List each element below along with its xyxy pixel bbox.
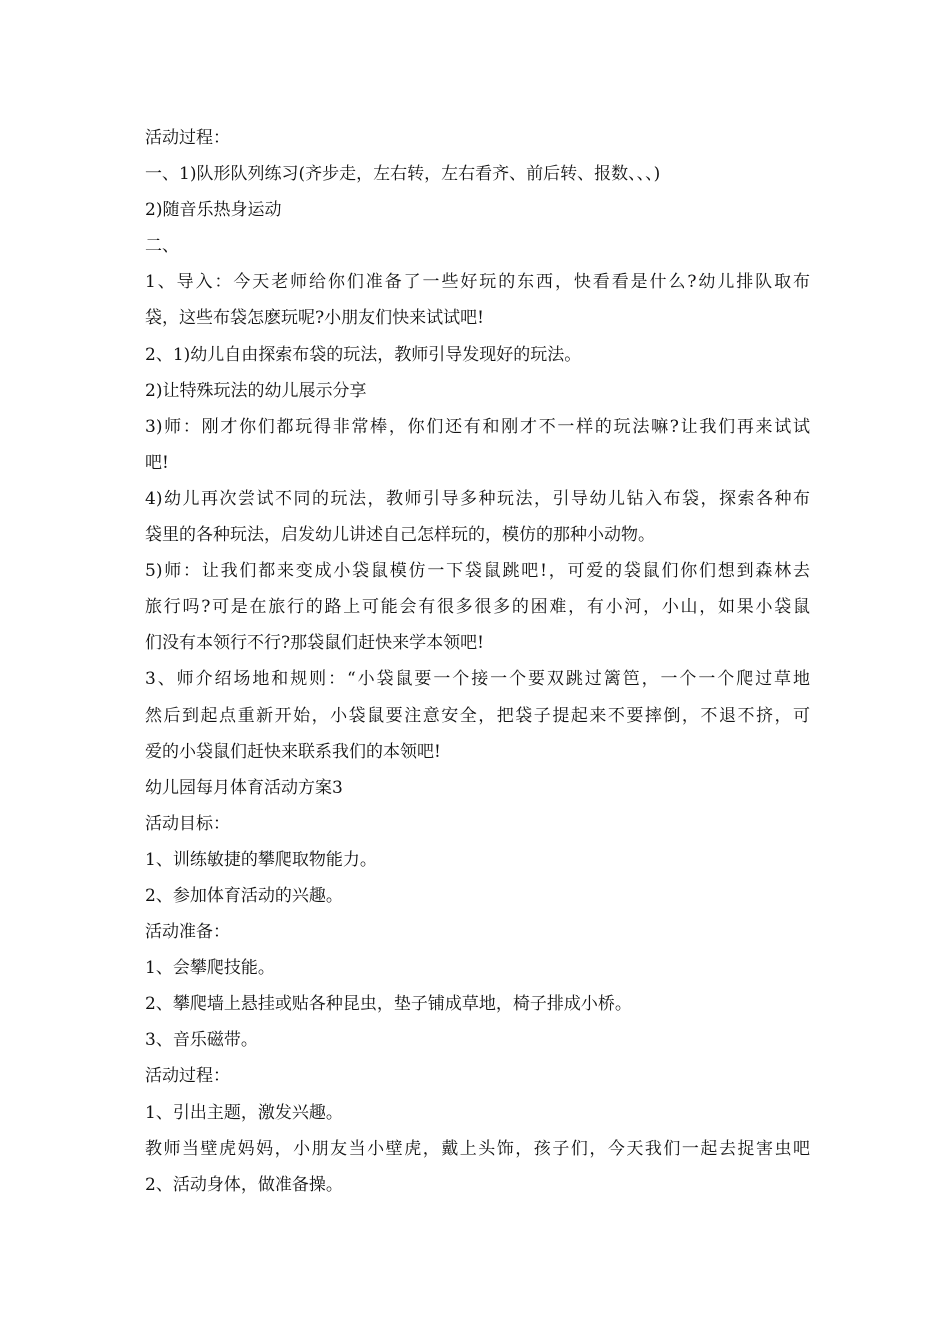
text-line: 活动过程： xyxy=(145,128,230,148)
text-line: 教师当壁虎妈妈，小朋友当小壁虎，戴上头饰，孩子们，今天我们一起去捉害虫吧 xyxy=(145,1138,810,1159)
text-line: 3)师：刚才你们都玩得非常棒，你们还有和刚才不一样的玩法嘛?让我们再来试试 xyxy=(145,416,810,437)
text-line: 然后到起点重新开始，小袋鼠要注意安全，把袋子提起来不要摔倒，不退不挤，可 xyxy=(145,705,810,726)
text-line: 2、参加体育活动的兴趣。 xyxy=(145,885,343,906)
text-line: 3、师介绍场地和规则：“小袋鼠要一个接一个要双跳过篱笆，一个一个爬过草地 xyxy=(145,669,810,690)
text-line: 3、音乐磁带。 xyxy=(145,1030,258,1051)
text-line: 活动准备： xyxy=(145,922,230,943)
text-line: 2)随音乐热身运动 xyxy=(145,200,282,221)
text-line: 4)幼儿再次尝试不同的玩法，教师引导多种玩法，引导幼儿钻入布袋，探索各种布 xyxy=(145,488,810,509)
text-line: 1、引出主题，激发兴趣。 xyxy=(145,1102,343,1123)
text-line: 2、活动身体，做准备操。 xyxy=(145,1174,343,1195)
document-body xyxy=(145,120,810,1203)
text-line: 袋，这些布袋怎麽玩呢?小朋友们快来试试吧! xyxy=(145,308,484,329)
text-line: 旅行吗?可是在旅行的路上可能会有很多很多的困难，有小河，小山，如果小袋鼠 xyxy=(145,597,810,618)
text-line: 5)师：让我们都来变成小袋鼠模仿一下袋鼠跳吧!，可爱的袋鼠们你们想到森林去 xyxy=(145,561,810,582)
text-line: 袋里的各种玩法，启发幼儿讲述自己怎样玩的，模仿的那种小动物。 xyxy=(145,525,655,546)
text-line: 1、导入：今天老师给你们准备了一些好玩的东西，快看看是什么?幼儿排队取布 xyxy=(145,272,810,293)
section-heading: 幼儿园每月体育活动方案3 xyxy=(145,777,343,798)
text-line: 2、攀爬墙上悬挂或贴各种昆虫，垫子铺成草地，椅子排成小桥。 xyxy=(145,994,632,1015)
text-line: 二、 xyxy=(145,236,179,257)
text-line: 吧! xyxy=(145,452,169,473)
text-line: 1、会攀爬技能。 xyxy=(145,958,275,979)
text-line: 一、1)队形队列练习(齐步走，左右转，左右看齐、前后转、报数、、、) xyxy=(145,164,661,185)
text-line: 1、训练敏捷的攀爬取物能力。 xyxy=(145,849,377,870)
text-line: 2、1)幼儿自由探索布袋的玩法，教师引导发现好的玩法。 xyxy=(145,344,582,365)
text-line: 活动目标： xyxy=(145,813,230,834)
text-line: 活动过程： xyxy=(145,1066,230,1087)
text-line: 们没有本领行不行?那袋鼠们赶快来学本领吧! xyxy=(145,633,484,654)
text-line: 2)让特殊玩法的幼儿展示分享 xyxy=(145,380,367,401)
text-line: 爱的小袋鼠们赶快来联系我们的本领吧! xyxy=(145,741,441,762)
